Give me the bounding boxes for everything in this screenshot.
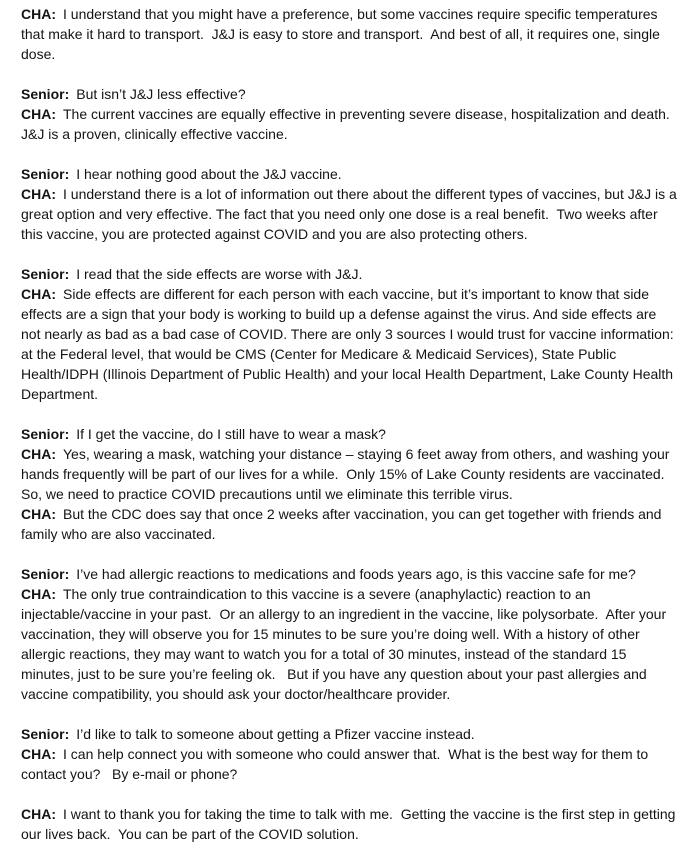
speaker-label: CHA: (21, 6, 56, 22)
transcript-paragraph (21, 84, 677, 104)
utterance-text: I’d like to talk to someone about getting a Pfizer vaccine instead. (76, 726, 475, 742)
utterance-text: But isn’t J&J less effective? (76, 86, 246, 102)
transcript-paragraph (21, 444, 677, 504)
utterance-text: Side effects are different for each person with each vaccine, but it’s important to know that side effects are a sign that your body is working to build up a defense against the virus. And side effects are not nearly as bad as a bad case of COVID. There are only 3 sources I would trust for vaccine information: at the Federal level, that would be CMS (Center for Medicare & Medicaid Services), State Public Health/IDPH (Illinois Department of Public Health) and your local Health Department, Lake County Health Department. (21, 286, 682, 402)
transcript-paragraph (21, 424, 677, 444)
speaker-label: CHA: (21, 586, 56, 602)
utterance-text: Yes, wearing a mask, watching your distance – staying 6 feet away from others, and washing your hands frequently will be part of our lives for a while. Only 15% of Lake County residents are vaccinated. So, we need to practice COVID precautions until we eliminate this terrible virus. (21, 446, 674, 502)
speaker-label: CHA: (21, 746, 56, 762)
transcript-paragraph (21, 264, 677, 284)
speaker-label: CHA: (21, 186, 56, 202)
utterance-text: If I get the vaccine, do I still have to wear a mask? (76, 426, 386, 442)
speaker-label: CHA: (21, 286, 56, 302)
utterance-text: I understand there is a lot of information out there about the different types of vaccines, but J&J is a great option and very effective. The fact that you need only one dose is a real benefit. Two weeks after this vaccine, you are protected against COVID and you are also protecting others. (21, 186, 681, 242)
speaker-label: Senior: (21, 566, 70, 582)
speaker-label: Senior: (21, 426, 70, 442)
utterance-text: I hear nothing good about the J&J vaccine. (76, 166, 342, 182)
speaker-label: CHA: (21, 446, 56, 462)
transcript-paragraph (21, 724, 677, 744)
utterance-text: I want to thank you for taking the time to talk with me. Getting the vaccine is the first step in getting our lives back. You can be part of the COVID solution. (21, 806, 680, 842)
transcript-paragraph (21, 804, 680, 844)
transcript-paragraph (21, 184, 681, 244)
transcript-paragraph (21, 164, 677, 184)
utterance-text: I understand that you might have a preference, but some vaccines require specific temperatures that make it hard to transport. J&J is easy to store and transport. And best of all, it requires one, single dose. (21, 6, 664, 62)
transcript-paragraph (21, 564, 677, 584)
speaker-label: CHA: (21, 806, 56, 822)
transcript-paragraph (21, 104, 677, 144)
utterance-text: But the CDC does say that once 2 weeks after vaccination, you can get together with friends and family who are also vaccinated. (21, 506, 666, 542)
transcript-paragraph (21, 744, 677, 784)
utterance-text: I can help connect you with someone who could answer that. What is the best way for them to contact you? By e-mail or phone? (21, 746, 653, 782)
utterance-text: I’ve had allergic reactions to medications and foods years ago, is this vaccine safe for me? (76, 566, 636, 582)
utterance-text: I read that the side effects are worse with J&J. (76, 266, 363, 282)
speaker-label: Senior: (21, 266, 70, 282)
speaker-label: Senior: (21, 726, 70, 742)
utterance-text: The only true contraindication to this vaccine is a severe (anaphylactic) reaction to an injectable/vaccine in your past. Or an allergy to an ingredient in the vaccine, like polysorbate. After your vaccination, they will observe you for 15 minutes to be sure you’re doing well. With a history of other allergic reactions, they may want to watch you for a total of 30 minutes, instead of the standard 15 minutes, just to be sure you’re feeling ok. But if you have any question about your past allergies and vaccine compatibility, you should ask your doctor/healthcare provider. (21, 586, 671, 702)
utterance-text: The current vaccines are equally effective in preventing severe disease, hospitalization and death. J&J is a proven, clinically effective vaccine. (21, 106, 678, 142)
speaker-label: CHA: (21, 506, 56, 522)
transcript-paragraph (21, 4, 677, 64)
document-page (21, 4, 682, 844)
transcript-paragraph (21, 504, 677, 544)
transcript-paragraph (21, 584, 677, 704)
speaker-label: Senior: (21, 166, 70, 182)
speaker-label: CHA: (21, 106, 56, 122)
speaker-label: Senior: (21, 86, 70, 102)
transcript-paragraph (21, 284, 682, 404)
